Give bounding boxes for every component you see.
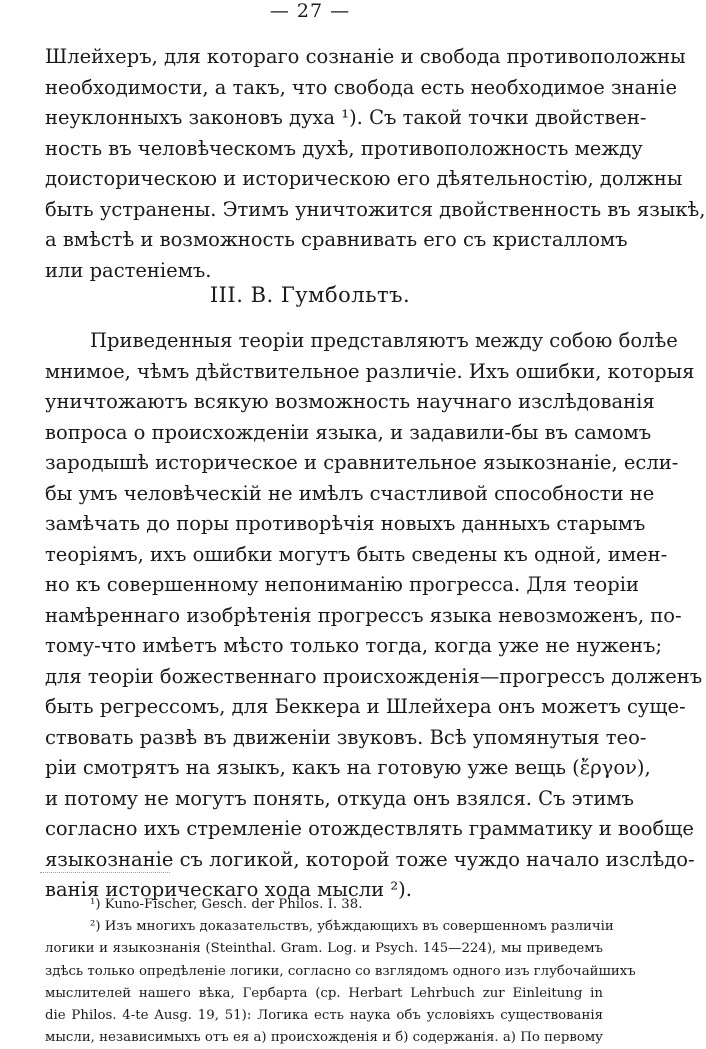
footnote-line: мыслителей нашего вѣка, Гербарта (ср. Herbart Lehrbuch zur Einleitung in xyxy=(45,985,603,1001)
paragraph-2 xyxy=(45,326,703,906)
text-line: необходимости, а такъ, что свобода есть необходимое знаніе xyxy=(45,75,678,99)
text-line: ванія историческаго хода мысли ²). xyxy=(45,878,412,901)
text-line: ность въ человѣческомъ духѣ, противоположность между xyxy=(45,136,643,160)
text-line: доисторическою и историческою его дѣятельностію, должны xyxy=(45,167,683,190)
footnote-separator xyxy=(40,872,170,873)
footnote-line: здѣсь только опредѣленіе логики, согласно со взглядомъ одного изъ глубочайшихъ xyxy=(45,963,636,979)
text-line: Приведенныя теоріи представляютъ между собою болѣе xyxy=(90,329,678,352)
footnote-line: мысли, независимыхъ отъ ея а) происхожденія и б) содержанія. а) По первому xyxy=(45,1030,603,1046)
text-line: и потому не могутъ понять, откуда онъ взялся. Съ этимъ xyxy=(45,786,634,810)
text-line: неуклонныхъ законовъ духа ¹). Съ такой точки двойствен- xyxy=(45,106,647,129)
text-line: ствовать развѣ въ движеніи звуковъ. Всѣ упомянутыя тео- xyxy=(45,725,647,749)
text-line: мнимое, чѣмъ дѣйствительное различіе. Ихъ ошибки, которыя xyxy=(45,359,695,383)
text-line: для теоріи божественнаго происхожденія—прогрессъ долженъ xyxy=(45,664,703,688)
text-line: языкознаніе съ логикой, которой тоже чуждо начало изслѣдо- xyxy=(45,847,695,871)
text-line: ріи смотрятъ на языкъ, какъ на готовую уже вещь (ἔργον), xyxy=(45,756,651,779)
text-line: быть устранены. Этимъ уничтожится двойственность въ языкѣ, xyxy=(45,197,706,221)
text-line: или растеніемъ. xyxy=(45,258,212,282)
footnote-line: логики и языкознанія (Steinthal. Gram. Log. и Psych. 145—224), мы приведемъ xyxy=(45,941,603,957)
footnotes xyxy=(45,894,636,1049)
page-number: — 27 — xyxy=(269,0,351,22)
text-line: вопроса о происхожденіи языка, и задавили-бы въ самомъ xyxy=(45,420,652,444)
footnote-line: ¹) Kuno-Fischer, Gesch. der Philos. I. 38. xyxy=(90,897,363,912)
section-heading: III. В. Гумбольтъ. xyxy=(209,283,411,307)
text-line: бы умъ человѣческій не имѣлъ счастливой способности не xyxy=(45,481,655,505)
paragraph-1 xyxy=(45,42,706,286)
text-line: уничтожаютъ всякую возможность научнаго изслѣдованія xyxy=(45,390,655,413)
text-line: а вмѣстѣ и возможность сравнивать его съ кристалломъ xyxy=(45,228,628,251)
text-line: намѣреннаго изобрѣтенія прогрессъ языка невозможенъ, по- xyxy=(45,603,682,627)
text-line: замѣчать до поры противорѣчія новыхъ данныхъ старымъ xyxy=(45,512,646,535)
text-line: Шлейхеръ, для котораго сознаніе и свобода противоположны xyxy=(45,45,686,68)
text-line: теоріямъ, ихъ ошибки могутъ быть сведены къ одной, имен- xyxy=(45,542,668,566)
text-line: тому-что имѣетъ мѣсто только тогда, когда уже не нуженъ; xyxy=(45,634,663,657)
footnote-line: die Philos. 4-te Ausg. 19, 51): Логика есть наука объ условіяхъ существованія xyxy=(45,1008,603,1024)
text-line: но къ совершенному непониманію прогресса. Для теоріи xyxy=(45,573,639,596)
footnote-line: ²) Изъ многихъ доказательствъ, убѣждающихъ въ совершенномъ различіи xyxy=(90,919,614,935)
text-line: согласно ихъ стремленіе отождествлять грамматику и вообще xyxy=(45,817,694,840)
text-line: быть регрессомъ, для Беккера и Шлейхера онъ можетъ суще- xyxy=(45,695,686,718)
text-line: зародышѣ историческое и сравнительное языкознаніе, если- xyxy=(45,451,679,474)
